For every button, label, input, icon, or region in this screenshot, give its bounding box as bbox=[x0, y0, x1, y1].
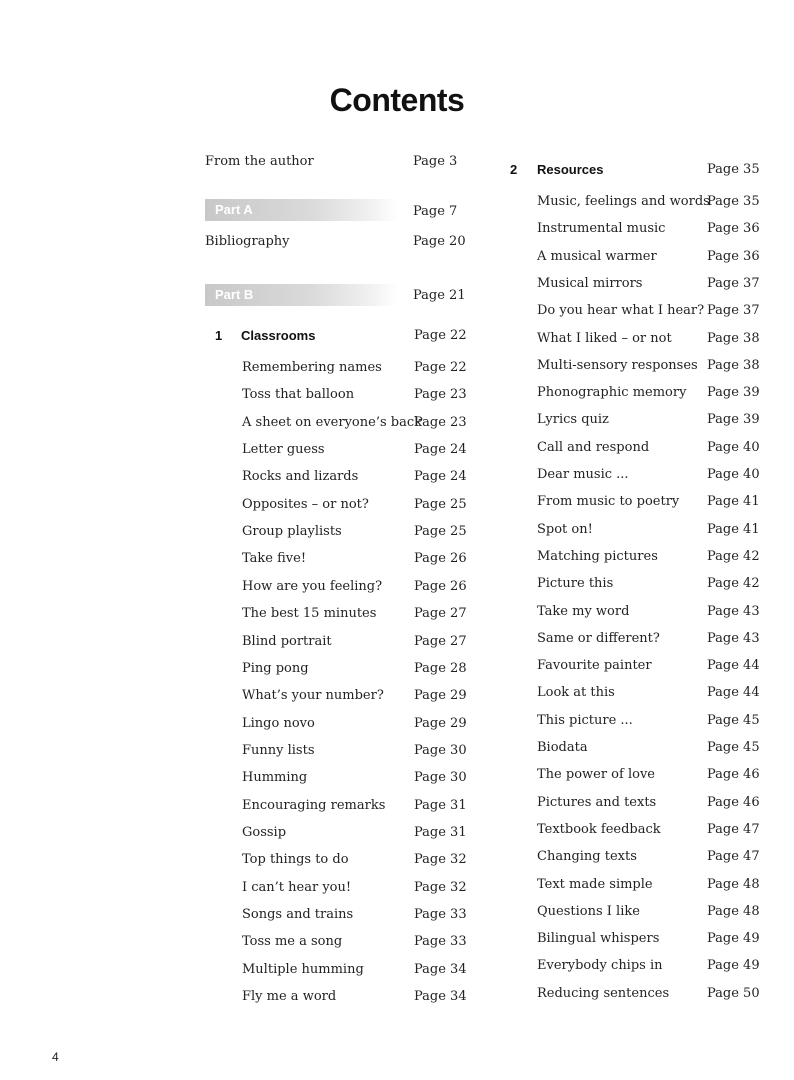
part-b-banner bbox=[205, 284, 398, 306]
toc-entry-label: Music, feelings and words bbox=[537, 194, 710, 209]
toc-entry-page: Page 48 bbox=[707, 903, 760, 919]
toc-entry-page: Page 36 bbox=[707, 221, 760, 237]
section-label: Classrooms bbox=[241, 328, 316, 343]
toc-entry-label: Same or different? bbox=[537, 630, 660, 646]
part-a-label: Part A bbox=[215, 202, 253, 217]
toc-entry-label: What’s your number? bbox=[242, 688, 384, 704]
toc-entry-label: Remembering names bbox=[242, 360, 382, 375]
toc-entry-label: How are you feeling? bbox=[242, 578, 383, 594]
toc-entry-page: Page 22 bbox=[414, 328, 467, 343]
toc-entry-page: Page 47 bbox=[707, 849, 760, 865]
toc-entry-label: Bilingual whispers bbox=[537, 931, 660, 947]
toc-entry-page: Page 31 bbox=[414, 797, 467, 813]
section-label: Resources bbox=[537, 162, 604, 177]
toc-entry-label: Toss that balloon bbox=[242, 387, 355, 403]
toc-entry-page: Page 25 bbox=[414, 524, 467, 540]
toc-entry-page: Page 40 bbox=[707, 467, 760, 482]
toc-entry-label: Spot on! bbox=[537, 521, 593, 537]
toc-entry-page: Page 43 bbox=[707, 603, 760, 619]
toc-entry-label: Changing texts bbox=[537, 849, 637, 865]
toc-entry-label: This picture ... bbox=[537, 712, 633, 728]
toc-entry-page: Page 38 bbox=[707, 330, 760, 346]
toc-entry-page: Page 39 bbox=[707, 412, 760, 428]
toc-entry-page: Page 50 bbox=[707, 985, 760, 1001]
toc-entry-page: Page 41 bbox=[707, 494, 760, 510]
toc-entry-page: Page 42 bbox=[707, 576, 760, 592]
toc-entry-label: Everybody chips in bbox=[537, 958, 663, 974]
toc-entry-page: Page 45 bbox=[707, 740, 760, 755]
toc-entry-page: Page 44 bbox=[707, 658, 760, 674]
toc-entry-label: Questions I like bbox=[537, 903, 640, 919]
part-b-label: Part B bbox=[215, 287, 254, 302]
toc-entry-page: Page 46 bbox=[707, 767, 760, 783]
toc-entry-label: Take my word bbox=[537, 603, 630, 619]
toc-entry-page: Page 48 bbox=[707, 876, 760, 892]
toc-entry-label: Top things to do bbox=[242, 852, 349, 868]
part-a-banner bbox=[205, 199, 398, 221]
toc-entry-page: Page 23 bbox=[414, 387, 467, 403]
toc-entry-label: Encouraging remarks bbox=[242, 797, 386, 813]
toc-entry-page: Page 47 bbox=[707, 821, 760, 837]
toc-entry-label: Take five! bbox=[242, 551, 307, 567]
toc-entry-label: Biodata bbox=[537, 740, 588, 755]
toc-entry-label: Call and respond bbox=[537, 439, 650, 455]
toc-entry-label: Funny lists bbox=[242, 742, 315, 758]
toc-entry-page: Page 37 bbox=[707, 303, 760, 319]
toc-entry-label: Opposites – or not? bbox=[242, 496, 369, 512]
toc-entry-page: Page 24 bbox=[414, 469, 467, 485]
toc-entry-label: I can’t hear you! bbox=[242, 879, 352, 895]
toc-entry-page: Page 46 bbox=[707, 794, 760, 810]
toc-entry-page: Page 33 bbox=[414, 907, 467, 922]
toc-entry-label: Songs and trains bbox=[242, 907, 354, 922]
toc-entry-label: Bibliography bbox=[205, 234, 290, 249]
toc-entry-label: Pictures and texts bbox=[537, 794, 657, 810]
toc-entry-page: Page 35 bbox=[707, 194, 760, 209]
toc-entry-page: Page 43 bbox=[707, 630, 760, 646]
toc-entry-page: Page 36 bbox=[707, 248, 760, 264]
toc-entry-page: Page 44 bbox=[707, 685, 760, 701]
toc-entry-page: Page 37 bbox=[707, 275, 760, 291]
toc-entry-label: Lyrics quiz bbox=[537, 412, 609, 428]
section-number: 1 bbox=[215, 328, 223, 343]
toc-entry-label: The best 15 minutes bbox=[242, 606, 377, 622]
toc-entry-page: Page 3 bbox=[413, 154, 458, 169]
toc-entry-page: Page 23 bbox=[414, 414, 467, 430]
toc-entry-label: Textbook feedback bbox=[537, 821, 661, 837]
page-title: Contents bbox=[329, 82, 465, 118]
toc-entry-label: Group playlists bbox=[242, 524, 342, 540]
toc-entry-page: Page 27 bbox=[414, 633, 467, 649]
toc-entry-page: Page 34 bbox=[414, 961, 467, 977]
toc-entry-page: Page 30 bbox=[414, 742, 467, 758]
toc-entry-label: Toss me a song bbox=[242, 934, 343, 950]
toc-entry-label: From music to poetry bbox=[537, 494, 680, 510]
toc-entry-label: What I liked – or not bbox=[537, 330, 672, 346]
toc-entry-page: Page 24 bbox=[414, 442, 467, 458]
toc-entry-page: Page 27 bbox=[414, 606, 467, 622]
toc-entry-page: Page 34 bbox=[414, 989, 467, 1005]
toc-entry-page: Page 25 bbox=[414, 496, 467, 512]
toc-entry-page: Page 7 bbox=[413, 204, 458, 219]
toc-entry-label: The power of love bbox=[537, 767, 655, 783]
toc-entry-label: Matching pictures bbox=[537, 548, 658, 564]
toc-entry-page: Page 20 bbox=[413, 234, 466, 249]
toc-entry-label: Instrumental music bbox=[537, 221, 666, 237]
toc-entry-label: From the author bbox=[205, 154, 314, 169]
toc-entry-label: Ping pong bbox=[242, 660, 309, 676]
toc-entry-page: Page 35 bbox=[707, 162, 760, 177]
toc-entry-label: Gossip bbox=[242, 824, 287, 840]
toc-entry-label: Picture this bbox=[537, 576, 614, 592]
toc-entry-page: Page 38 bbox=[707, 357, 760, 373]
toc-entry-label: Rocks and lizards bbox=[242, 469, 359, 485]
toc-entry-page: Page 21 bbox=[413, 288, 466, 303]
toc-entry-label: Lingo novo bbox=[242, 715, 315, 731]
toc-entry-label: Do you hear what I hear? bbox=[537, 303, 705, 319]
toc-entry-page: Page 33 bbox=[414, 934, 467, 950]
toc-entry-page: Page 32 bbox=[414, 879, 467, 895]
toc-entry-page: Page 29 bbox=[414, 715, 467, 731]
toc-entry-label: Fly me a word bbox=[242, 989, 337, 1005]
toc-entry-label: Multiple humming bbox=[242, 961, 364, 977]
toc-entry-page: Page 31 bbox=[414, 824, 467, 840]
toc-entry-page: Page 22 bbox=[414, 360, 467, 375]
toc-entry-page: Page 29 bbox=[414, 688, 467, 704]
toc-entry-label: Multi-sensory responses bbox=[537, 357, 698, 373]
toc-entry-label: Blind portrait bbox=[242, 633, 332, 649]
toc-entry-page: Page 26 bbox=[414, 578, 467, 594]
toc-entry-page: Page 26 bbox=[414, 551, 467, 567]
toc-entry-page: Page 40 bbox=[707, 439, 760, 455]
toc-entry-page: Page 49 bbox=[707, 958, 760, 974]
toc-entry-page: Page 45 bbox=[707, 712, 760, 728]
toc-entry-page: Page 28 bbox=[414, 660, 467, 676]
page-number: 4 bbox=[52, 1050, 59, 1064]
toc-entry-page: Page 39 bbox=[707, 385, 760, 401]
toc-entry-label: Text made simple bbox=[537, 876, 653, 892]
section-number: 2 bbox=[510, 162, 518, 177]
toc-entry-label: A sheet on everyone’s back bbox=[242, 414, 422, 430]
toc-entry-page: Page 32 bbox=[414, 852, 467, 868]
toc-entry-page: Page 42 bbox=[707, 548, 760, 564]
toc-entry-page: Page 30 bbox=[414, 770, 467, 786]
toc-entry-page: Page 41 bbox=[707, 521, 760, 537]
toc-entry-label: Musical mirrors bbox=[537, 275, 643, 291]
toc-entry-page: Page 49 bbox=[707, 931, 760, 947]
toc-entry-label: A musical warmer bbox=[537, 248, 657, 264]
toc-entry-label: Letter guess bbox=[242, 442, 325, 458]
toc-entry-label: Phonographic memory bbox=[537, 385, 687, 401]
toc-entry-label: Dear music ... bbox=[537, 467, 629, 482]
toc-entry-label: Look at this bbox=[537, 685, 615, 701]
toc-entry-label: Humming bbox=[242, 770, 308, 786]
toc-entry-label: Favourite painter bbox=[537, 658, 652, 674]
toc-entry-label: Reducing sentences bbox=[537, 985, 670, 1001]
